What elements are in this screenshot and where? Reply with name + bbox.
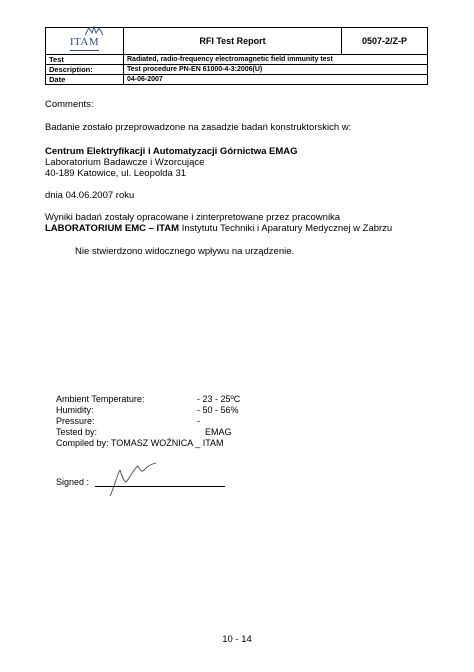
institute-name: Instytutu Techniki i Aparatury Medycznej w Zabrzu [179,223,393,234]
pressure-label: Pressure: [56,416,95,426]
humidity-row [56,405,239,416]
logo-cell [46,28,124,55]
ambient-label: Ambient Temperature: [56,394,145,404]
row-label-test: Test [46,55,124,65]
tested-label: Tested by: [56,427,98,437]
org-address: 40-189 Katowice, ul. Leopolda 31 [45,168,187,179]
row-value-test: Radiated, radio-frequency electromagnetic field immunity test [124,55,428,65]
results-line-1: Wyniki badań zostały opracowane i zinterpretowane przez pracownika [45,212,341,223]
signed-label: Signed : [56,477,90,487]
date-line: dnia 04.06.2007 roku [45,190,135,201]
humidity-value: - 50 - 56% [197,405,239,415]
itam-logo [70,35,99,49]
tested-value: EMAG [205,427,232,437]
comments-label: Comments: [45,99,94,110]
intro-text: Badanie zostało przeprowadzone na zasadzie badań konstruktorskich w: [45,122,352,133]
org-lab: Laboratorium Badawcze i Wzorcujące [45,157,205,168]
tested-row [56,427,232,438]
report-header-table [45,27,428,85]
results-line-2 [45,223,392,234]
ambient-row [56,394,240,405]
row-label-date: Date [46,75,124,85]
signature-mark-icon [100,460,160,500]
conclusion-text: Nie stwierdzono widocznego wpływu na urządzenie. [75,246,295,257]
logo-text: ITAM [69,36,100,48]
pressure-value: - [197,416,200,426]
report-number: 0507-2/Z-P [342,28,428,55]
report-title: RFI Test Report [124,28,342,55]
pressure-row [56,416,200,427]
page-number: 10 - 14 [222,634,252,645]
ambient-value: - 23 - 25ºC [197,394,241,404]
row-value-date: 04-06-2007 [124,75,428,85]
humidity-label: Humidity: [56,405,94,415]
compiled-line: Compiled by: TOMASZ WOŹNICA _ ITAM [56,438,224,448]
row-value-description: Test procedure PN-EN 61000-4-3:2006(U) [124,65,428,75]
logo-mark-icon [84,26,104,36]
lab-name: LABORATORIUM EMC – ITAM [45,223,180,234]
row-label-description: Description: [46,65,124,75]
org-name: Centrum Elektryfikacji i Automatyzacji Górnictwa EMAG [45,146,298,157]
